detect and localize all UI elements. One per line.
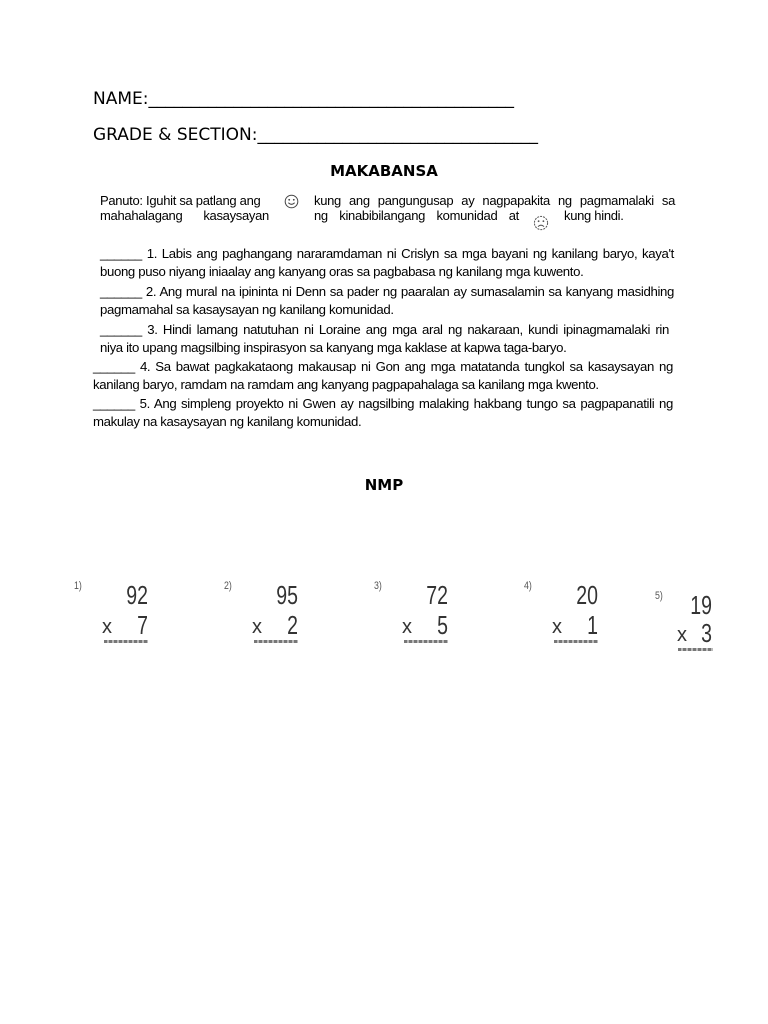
problem-top-number: 20: [576, 580, 598, 610]
problem-number: 4): [524, 580, 532, 592]
sad-face-icon: [533, 215, 549, 231]
item-5-line2: makulay na kasaysayan ng kanilang komunidad.: [93, 413, 362, 429]
math-problem-4: [524, 578, 614, 648]
multiply-sign: x: [402, 616, 412, 638]
item-2-line1: ______ 2. Ang mural na ipininta ni Denn sa pader ng paaralan ay sumasalamin sa kanyang masidhing: [100, 284, 674, 299]
problem-bottom-number: 1: [587, 610, 598, 640]
problem-bottom-number: 3: [701, 618, 712, 648]
list-item: [93, 395, 673, 430]
problem-bottom-number: 7: [137, 610, 148, 640]
answer-line: [678, 648, 713, 651]
item-5-line1: ______ 5. Ang simpleng proyekto ni Gwen ay nagsilbing malaking hakbang tungo sa pagpapanatili ng: [93, 396, 673, 411]
problem-number: 5): [655, 590, 663, 602]
multiply-sign: x: [102, 616, 112, 638]
makabansa-title: MAKABANSA: [330, 162, 438, 180]
math-problem-2: [224, 578, 314, 648]
item-3-line1: ______ 3. Hindi lamang natutuhan ni Loraine ang mga aral ng nakaraan, kundi ipinagmamalaki rin: [100, 322, 669, 337]
panuto-line2-right: kung hindi.: [564, 208, 624, 223]
panuto-line2-left: mahahalagang kasaysayan: [100, 208, 269, 223]
problem-top-number: 92: [126, 580, 148, 610]
problem-number: 2): [224, 580, 232, 592]
problem-top-number: 19: [690, 590, 712, 620]
problem-bottom-number: 2: [287, 610, 298, 640]
item-1-line2: buong puso niyang iniaalay ang kanyang oras sa pagbabasa ng kanilang mga kuwento.: [100, 263, 584, 279]
answer-line: [404, 640, 448, 643]
item-4-line2: kanilang baryo, ramdam na ramdam ang kanyang pagpapahalaga sa kanilang mga kwento.: [93, 376, 599, 392]
problem-number: 1): [74, 580, 82, 592]
panuto-line1-right: kung ang pangungusap ay nagpapakita ng pagmamalaki sa: [314, 193, 675, 208]
smiley-icon: [284, 194, 299, 209]
list-item: [100, 245, 674, 280]
panuto-line2-mid: ng kinabibilangang komunidad at: [314, 208, 519, 223]
list-item: [93, 358, 673, 393]
math-problem-5: [655, 588, 735, 658]
panuto-line1-left: Panuto: Iguhit sa patlang ang: [100, 193, 261, 208]
item-4-line1: ______ 4. Sa bawat pagkakataong makausap ni Gon ang mga matatanda tungkol sa kasaysayan ng: [93, 359, 673, 374]
name-field-label: NAME:___________________________________________: [93, 89, 514, 109]
answer-line: [554, 640, 598, 643]
answer-line: [104, 640, 148, 643]
problem-bottom-number: 5: [437, 610, 448, 640]
item-2-line2: pagmamahal sa kasaysayan ng kanilang komunidad.: [100, 301, 394, 317]
multiply-sign: x: [252, 616, 262, 638]
problem-top-number: 95: [276, 580, 298, 610]
multiply-sign: x: [677, 624, 687, 646]
math-problem-1: [74, 578, 164, 648]
grade-section-field-label: GRADE & SECTION:_________________________________: [93, 125, 538, 145]
multiply-sign: x: [552, 616, 562, 638]
nmp-title: NMP: [364, 476, 404, 494]
list-item: [100, 321, 669, 356]
item-3-line2: niya ito upang magsilbing inspirasyon sa kanyang mga kaklase at kapwa taga-baryo.: [100, 339, 567, 355]
problem-top-number: 72: [426, 580, 448, 610]
answer-line: [254, 640, 298, 643]
problem-number: 3): [374, 580, 382, 592]
math-problem-3: [374, 578, 464, 648]
list-item: [100, 283, 674, 318]
item-1-line1: ______ 1. Labis ang paghangang nararamdaman ni Crislyn sa mga bayani ng kanilang baryo, kaya't: [100, 246, 674, 261]
